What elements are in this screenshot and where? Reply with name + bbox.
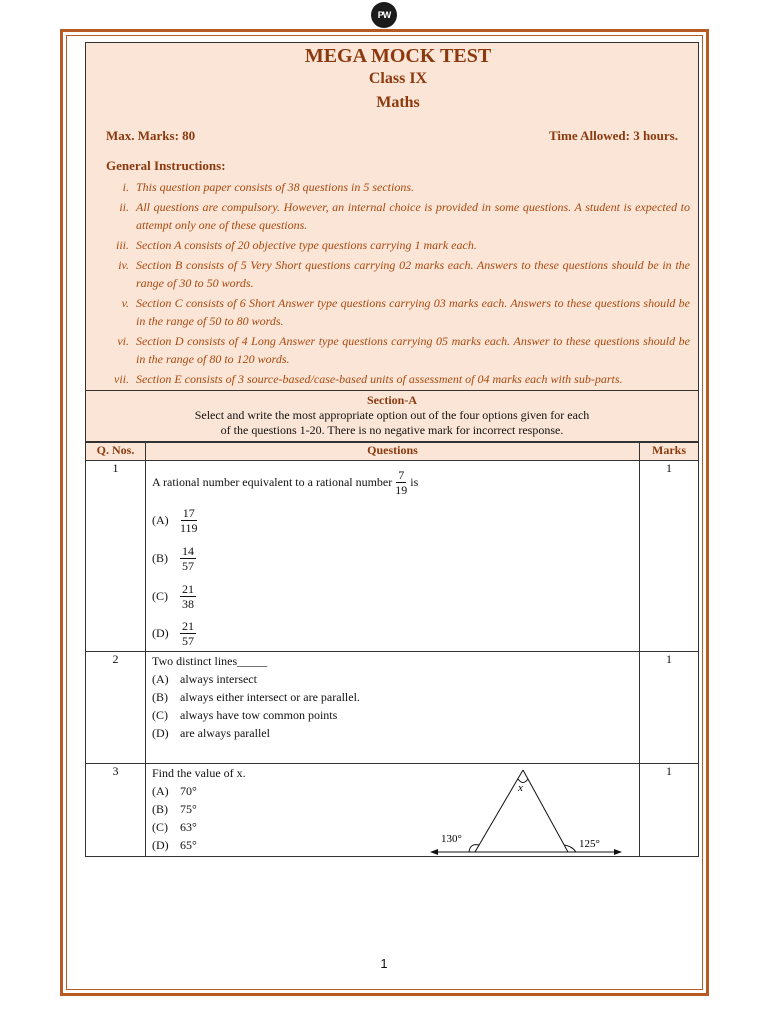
- triangle-right-side: [523, 770, 568, 852]
- question-number: 3: [86, 764, 146, 857]
- option-a[interactable]: [152, 501, 639, 539]
- question-stem-end: is: [410, 474, 419, 489]
- time-allowed: Time Allowed: 3 hours.: [548, 128, 678, 143]
- option-text: are always parallel: [180, 725, 270, 740]
- instruction-text: Section B consists of 5 Very Short questions carrying 02 marks each. Answers to these questions should be in the range of 30 to 50 words.: [136, 258, 690, 290]
- denominator: 38: [182, 596, 194, 611]
- question-content: [146, 764, 640, 857]
- option-b[interactable]: [152, 539, 639, 577]
- instruction-number: v.: [121, 296, 129, 310]
- option-label: (C): [152, 707, 168, 722]
- question-stem: Two distinct lines_____: [152, 653, 268, 668]
- question-marks: 1: [640, 461, 699, 652]
- denominator: 119: [180, 520, 198, 535]
- arrow-left-icon: [430, 849, 438, 855]
- col-header-marks: Marks: [640, 443, 699, 461]
- option-label: (A): [152, 512, 169, 527]
- fraction: [180, 619, 196, 648]
- section-heading: Section-A: [367, 393, 417, 407]
- table-row: [86, 652, 699, 764]
- instruction-item: [106, 294, 690, 330]
- right-angle-label: 125°: [579, 838, 600, 850]
- section-a-banner: [85, 391, 699, 442]
- subject-label: Maths: [376, 94, 420, 111]
- question-content: [146, 652, 640, 764]
- instruction-text: Section A consists of 20 objective type questions carrying 1 mark each.: [136, 238, 477, 252]
- instruction-number: iii.: [115, 238, 129, 252]
- option-text: always intersect: [180, 671, 257, 686]
- question-stem: Find the value of x.: [152, 765, 246, 780]
- class-label: Class IX: [368, 70, 428, 87]
- fraction: [180, 544, 196, 573]
- option-text: always either intersect or are parallel.: [180, 689, 360, 704]
- section-instruction-line2: of the questions 1-20. There is no negative mark for incorrect response.: [220, 423, 564, 437]
- col-header-qno: Q. Nos.: [86, 443, 146, 461]
- fraction: [395, 468, 407, 497]
- option-c[interactable]: [152, 577, 639, 615]
- questions-table: [85, 442, 699, 857]
- exam-title: MEGA MOCK TEST: [304, 45, 492, 67]
- instructions-title: General Instructions:: [106, 158, 226, 173]
- denominator: 57: [182, 558, 194, 573]
- question-number: 1: [86, 461, 146, 652]
- exam-sheet: [85, 42, 699, 857]
- col-header-questions: Questions: [146, 443, 640, 461]
- fraction: [180, 506, 198, 535]
- numerator: 21: [182, 581, 194, 596]
- option-text: 75°: [180, 801, 197, 816]
- numerator: 21: [182, 618, 194, 633]
- instruction-number: vii.: [114, 372, 129, 386]
- option-d[interactable]: [152, 724, 639, 742]
- table-row: [86, 461, 699, 652]
- instruction-text: Section E consists of 3 source-based/case-based units of assessment of 04 marks each with sub-parts.: [136, 372, 623, 386]
- pw-logo: PW: [371, 2, 397, 28]
- instruction-item: [106, 256, 690, 292]
- option-label: (C): [152, 819, 168, 834]
- exam-header: [85, 42, 699, 391]
- table-row: [86, 764, 699, 857]
- instruction-text: Section C consists of 6 Short Answer type questions carrying 03 marks each. Answers to these questions should be in the range of 50 to 80 words.: [136, 296, 690, 328]
- option-label: (C): [152, 588, 168, 603]
- option-b[interactable]: [152, 688, 639, 706]
- question-number: 2: [86, 652, 146, 764]
- option-label: (A): [152, 671, 169, 686]
- option-label: (B): [152, 801, 168, 816]
- option-label: (D): [152, 725, 169, 740]
- instruction-text: This question paper consists of 38 questions in 5 sections.: [136, 180, 415, 194]
- question-stem-text: A rational number equivalent to a rational number: [152, 474, 393, 489]
- fraction: [180, 582, 196, 611]
- option-a[interactable]: [152, 670, 639, 688]
- option-text: always have tow common points: [180, 707, 338, 722]
- left-angle-label: 130°: [441, 833, 462, 845]
- question-content: [146, 461, 640, 652]
- instructions-list: [106, 178, 690, 388]
- option-label: (D): [152, 837, 169, 852]
- option-text: 70°: [180, 783, 197, 798]
- option-d[interactable]: [152, 615, 639, 651]
- apex-label: x: [518, 782, 523, 794]
- instruction-number: vi.: [117, 334, 129, 348]
- instruction-number: iv.: [118, 258, 129, 272]
- numerator: 7: [398, 467, 405, 482]
- numerator: 17: [182, 505, 195, 520]
- instruction-item: [106, 332, 690, 368]
- question-marks: 1: [640, 764, 699, 857]
- option-label: (D): [152, 625, 169, 640]
- arrow-right-icon: [614, 849, 622, 855]
- instruction-text: Section D consists of 4 Long Answer type questions carrying 05 marks each. Answer to these questions should be in the range of 80 to 120 words.: [136, 334, 690, 366]
- instruction-number: i.: [122, 180, 129, 194]
- option-label: (B): [152, 689, 168, 704]
- denominator: 19: [395, 482, 408, 497]
- max-marks: Max. Marks: 80: [106, 128, 196, 143]
- instruction-text: All questions are compulsory. However, an internal choice is provided in some questions. A student is expected to attempt only one of these questions.: [136, 200, 690, 232]
- instruction-item: [106, 178, 690, 196]
- triangle-left-side: [475, 770, 523, 852]
- question-stem: [152, 465, 639, 499]
- instruction-item: [106, 236, 690, 254]
- numerator: 14: [182, 543, 194, 558]
- option-text: 63°: [180, 819, 197, 834]
- table-header-row: [86, 443, 699, 461]
- option-label: (B): [152, 550, 168, 565]
- triangle-figure: [426, 766, 626, 858]
- section-instruction-line1: Select and write the most appropriate option out of the four options given for each: [194, 408, 590, 422]
- option-label: (A): [152, 783, 169, 798]
- option-text: 65°: [180, 837, 197, 852]
- page-number: 1: [380, 956, 388, 971]
- denominator: 57: [182, 633, 194, 648]
- instruction-number: ii.: [119, 200, 129, 214]
- option-c[interactable]: [152, 706, 639, 724]
- question-marks: 1: [640, 652, 699, 764]
- marks-time-row: [106, 128, 690, 144]
- instruction-item: [106, 198, 690, 234]
- instruction-item: [106, 370, 690, 388]
